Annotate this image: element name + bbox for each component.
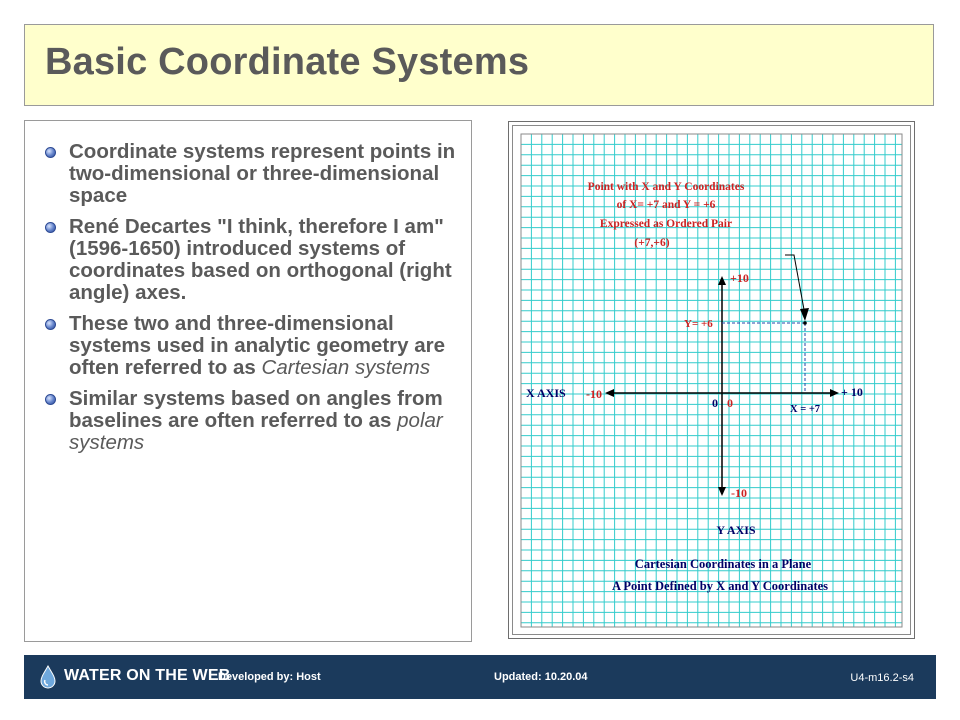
callout-line-3: Expressed as Ordered Pair (599, 218, 733, 230)
bullet-text: Similar systems based on angles from baselines are often referred to as (69, 387, 443, 432)
developed-by: Developed by: Host (218, 671, 321, 683)
callout-line-2: of X= +7 and Y = +6 (616, 199, 716, 211)
slide-title: Basic Coordinate Systems (45, 41, 530, 83)
cartesian-figure (508, 121, 915, 639)
x-axis-arrow-right (830, 389, 839, 397)
callout-line-4: (+7,+6) (634, 237, 670, 249)
footer-bar (24, 655, 936, 699)
x-point-label: X = +7 (790, 404, 821, 415)
bullet-text: Cartesian systems (261, 356, 431, 379)
title-box (24, 24, 934, 106)
bullet-dot-icon (45, 394, 56, 405)
bullet-text: René Decartes "I think, therefore I am" (1596-1650) introduced systems of coordinates based on orthogonal (right angle) axes. (69, 215, 452, 304)
bullet-item (43, 388, 463, 454)
caption-line-1: Cartesian Coordinates in a Plane (634, 557, 812, 571)
x-axis-name: X AXIS (526, 386, 566, 400)
y-bottom-label: -10 (731, 486, 747, 500)
cartesian-diagram (509, 122, 914, 638)
y-axis-name: Y AXIS (716, 523, 756, 537)
origin-label-right: 0 (727, 396, 733, 410)
updated-date: Updated: 10.20.04 (494, 671, 588, 683)
bullet-item (43, 216, 463, 304)
origin-label-left: 0 (712, 396, 718, 410)
bullet-text: These two and three-dimensional systems used in analytic geometry are often referred to as (69, 312, 446, 379)
point-marker (803, 321, 807, 325)
bullet-dot-icon (45, 147, 56, 158)
y-axis-arrow-up (718, 276, 726, 285)
callout-line-1: Point with X and Y Coordinates (587, 181, 745, 193)
bullet-item (43, 313, 463, 379)
slide-code: U4-m16.2-s4 (850, 672, 914, 684)
y-point-label: Y= +6 (684, 318, 713, 330)
y-axis-arrow-down (718, 487, 726, 496)
x-neg-label: -10 (586, 387, 602, 401)
bullet-panel (24, 120, 472, 642)
caption-line-2: A Point Defined by X and Y Coordinates (611, 579, 829, 593)
bullet-list (43, 141, 463, 463)
bullet-dot-icon (45, 222, 56, 233)
x-pos-label: + 10 (841, 385, 863, 399)
bullet-text: Coordinate systems represent points in two-dimensional or three-dimensional space (69, 140, 456, 207)
logo-text: WATER ON THE WEB (64, 667, 231, 684)
bullet-item (43, 141, 463, 207)
x-axis-arrow-left (605, 389, 614, 397)
bullet-dot-icon (45, 319, 56, 330)
bullet-text: polar systems (69, 409, 443, 454)
y-top-label: +10 (730, 271, 749, 285)
